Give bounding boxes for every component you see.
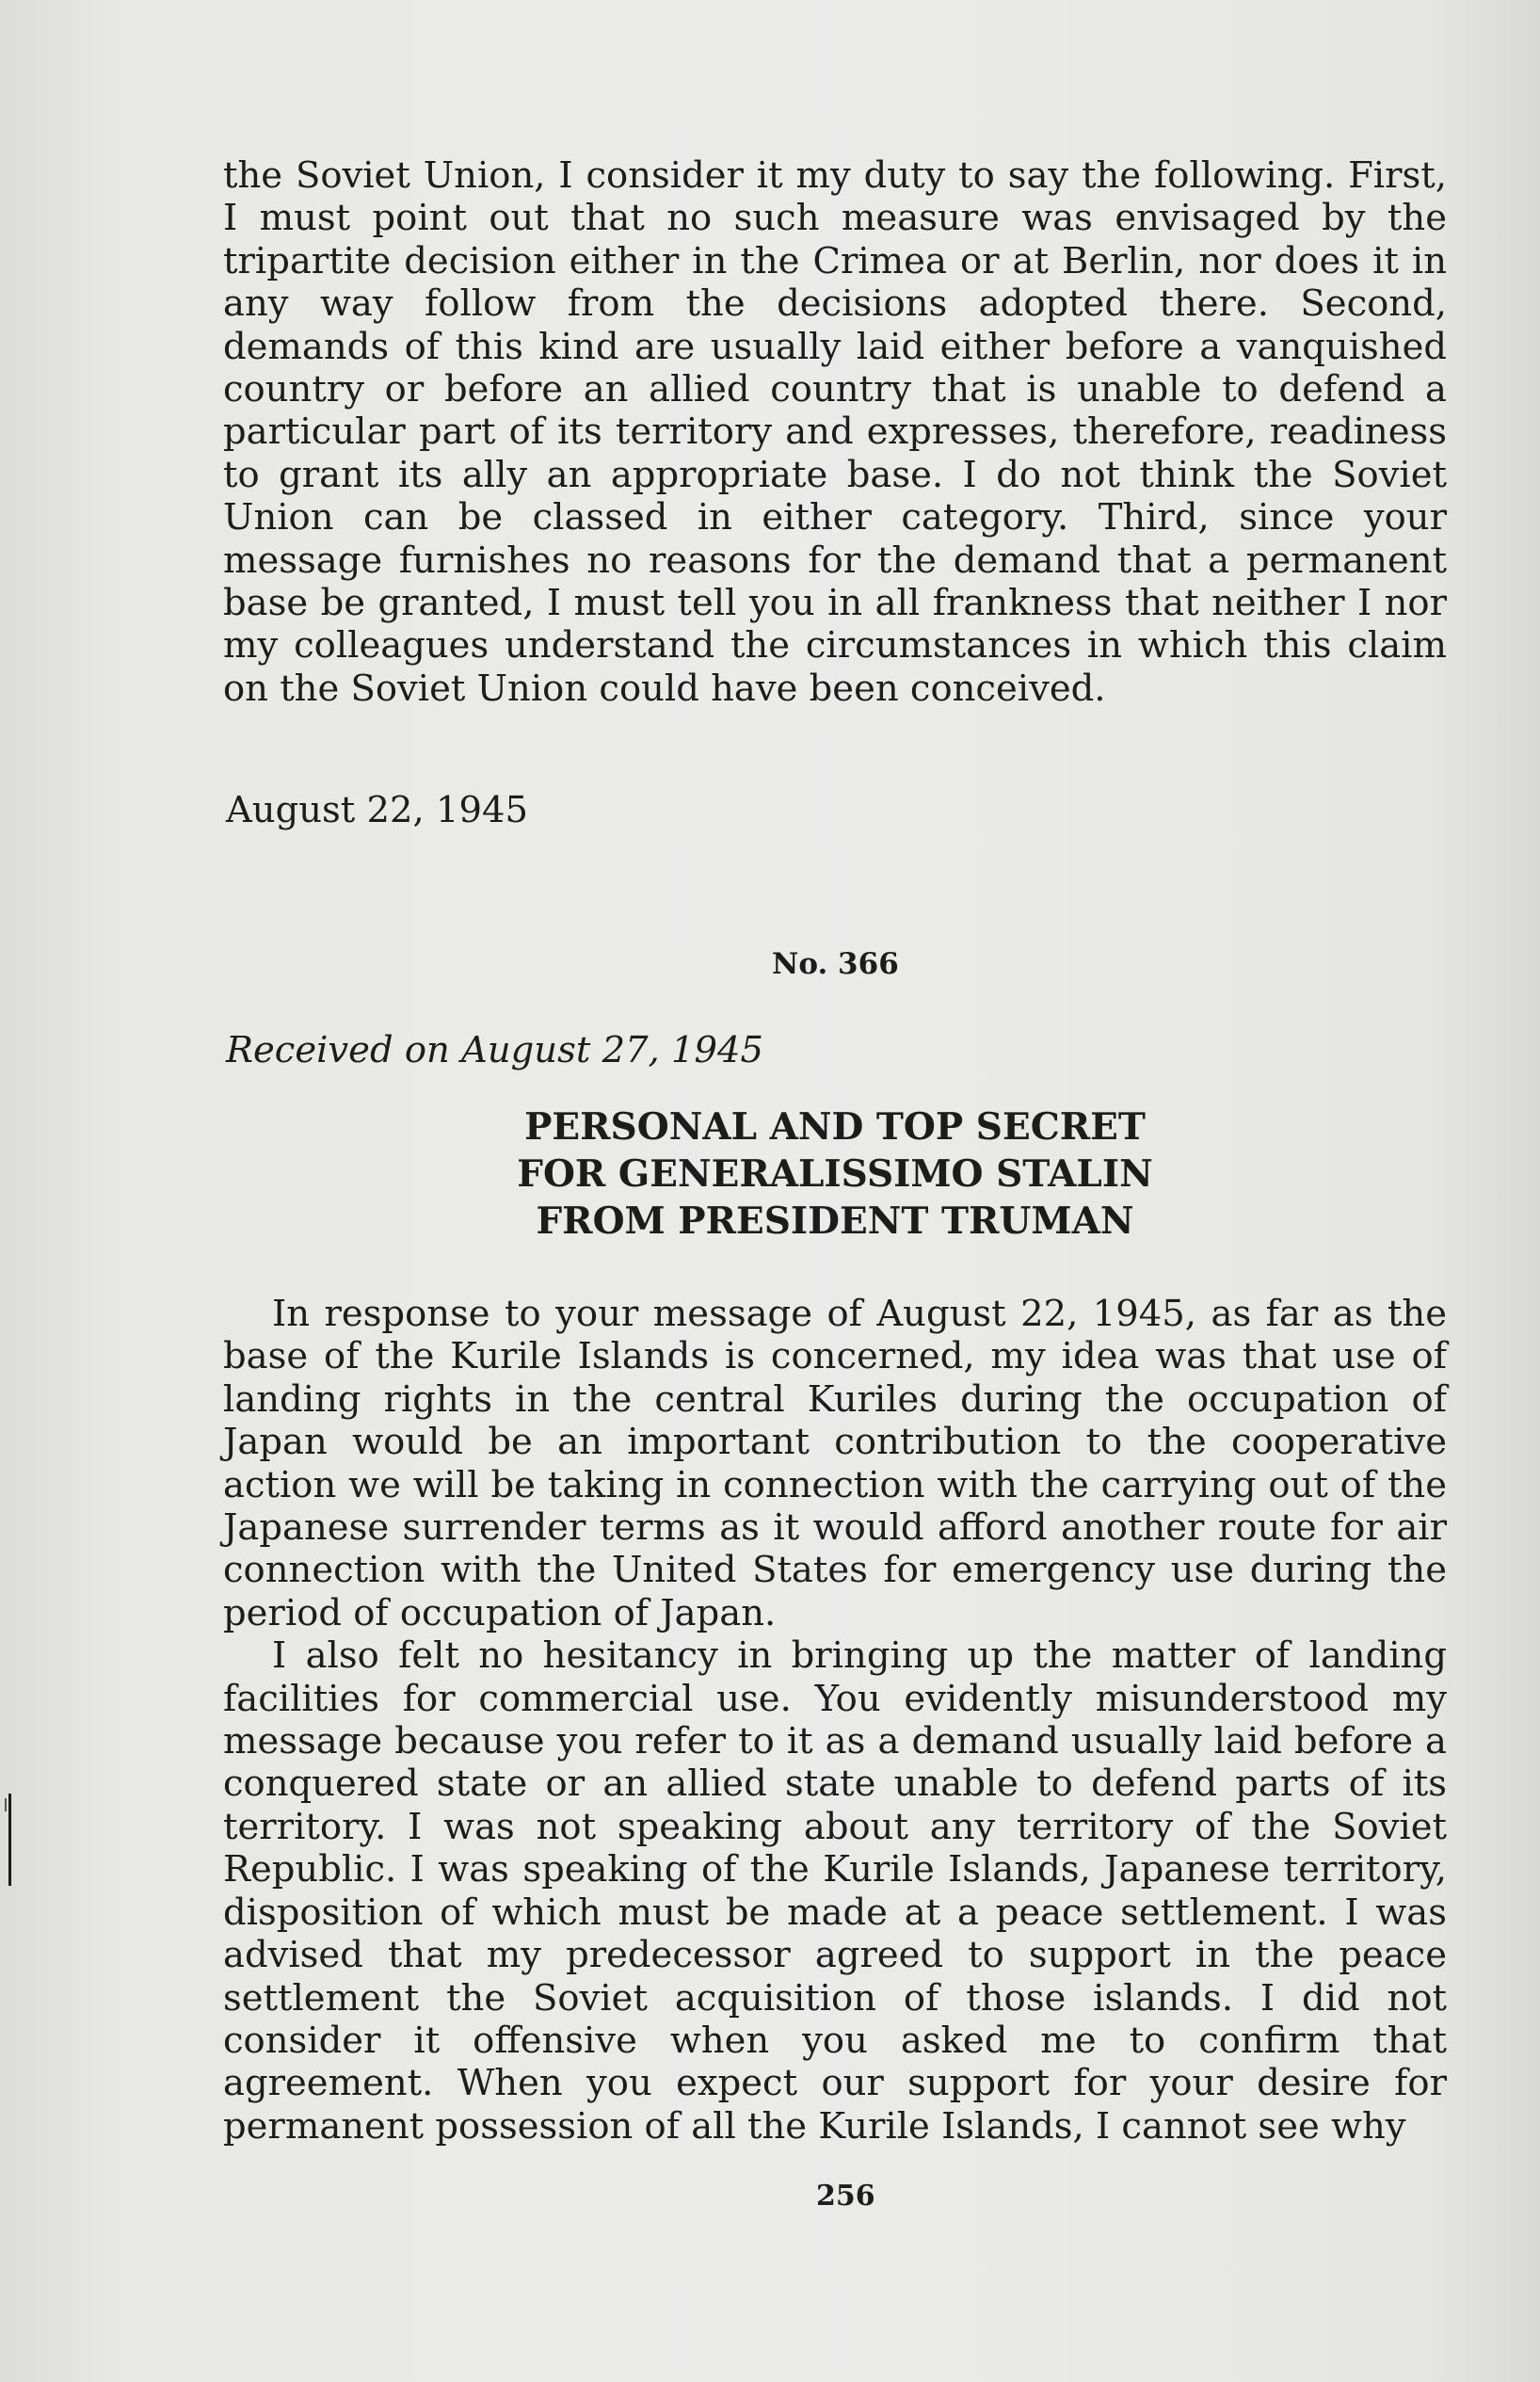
message-body (223, 1293, 1447, 2148)
letter-date: August 22, 1945 (226, 789, 528, 831)
message-heading (223, 1103, 1447, 1245)
previous-letter-text (223, 154, 1447, 710)
heading-line: FROM PRESIDENT TRUMAN (536, 1199, 1134, 1243)
previous-letter-paragraph: the Soviet Union, I consider it my duty to say the following. First, I must point out that no such measure was envisaged by the tripartite decision either in the Crimea or at Berlin, nor does it in any way follow from the decisions adopted there. Second, demands of this kind are usually laid either before a vanquished country or before an allied country that is unable to defend a particular part of its territory and expresses, therefore, readiness to grant its ally an appropriate base. I do not think the Soviet Union can be classed in either category. Third, since your message furnishes no reasons for the demand that a permanent base be granted, I must tell you in all frankness that neither I nor my colleagues understand the circumstances in which this claim on the Soviet Union could have been conceived. (223, 154, 1447, 710)
page-number: 256 (816, 2180, 875, 2213)
document-number: No. 366 (772, 947, 899, 981)
body-paragraph: I also felt no hesitancy in bringing up the matter of landing facilities for commercial use. You evidently misunderstood my message because you refer to it as a demand usually laid before a conquered state or an allied state unable to defend parts of its territory. I was not speaking about any territory of the Soviet Republic. I was speaking of the Kurile Islands, Japanese territory, disposition of which must be made at a peace settlement. I was advised that my predecessor agreed to support in the peace settlement the Soviet acquisition of those islands. I did not consider it offensive when you asked me to confirm that agreement. When you expect our support for your desire for permanent possession of all the Kurile Islands, I cannot see why (223, 1634, 1447, 2148)
heading-line: FOR GENERALISSIMO STALIN (517, 1152, 1153, 1196)
received-date: Received on August 27, 1945 (226, 1029, 764, 1071)
margin-mark (8, 1794, 11, 1886)
heading-line: PERSONAL AND TOP SECRET (524, 1105, 1146, 1149)
body-paragraph: In response to your message of August 22, 1945, as far as the base of the Kurile Islands is concerned, my idea was that use of landing rights in the central Kuriles during the occupation of Japan would be an important contribution to the cooperative action we will be taking in connection with the carrying out of the Japanese surrender terms as it would afford another route for air connection with the United States for emergency use during the period of occupation of Japan. (223, 1293, 1447, 1634)
margin-tick (5, 1798, 7, 1811)
